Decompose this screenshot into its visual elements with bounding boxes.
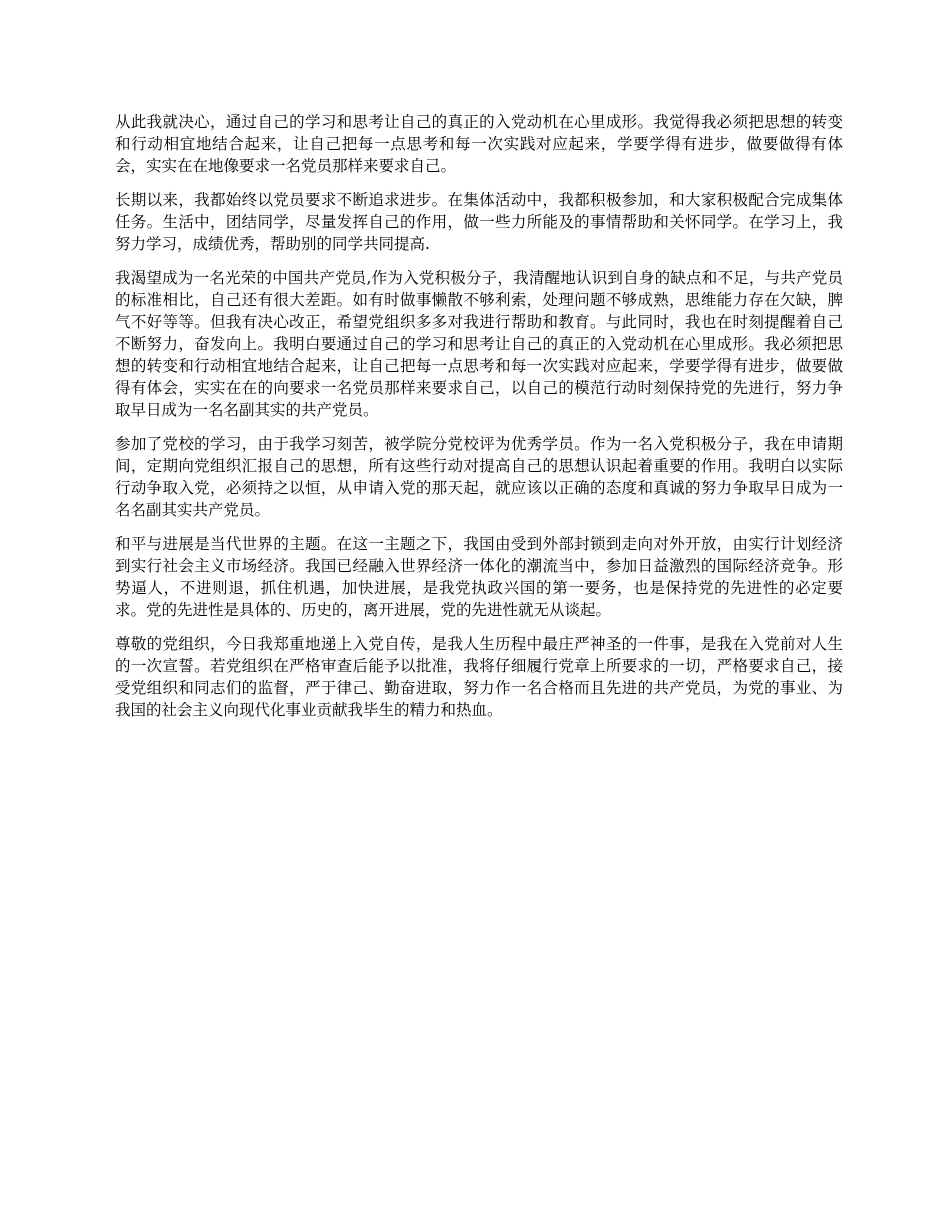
paragraph-4: 参加了党校的学习，由于我学习刻苦，被学院分党校评为优秀学员。作为一名入党积极分子，我在申请期间，定期向党组织汇报自己的思想，所有这些行动对提高自己的思想认识起着重要的作用。我明白以实际行动争取入党，必须持之以恒，从申请入党的那天起，就应该以正确的态度和真诚的努力争取早日成为一名名副其实共产党员。 xyxy=(115,435,843,519)
paragraph-2: 长期以来，我都始终以党员要求不断追求进步。在集体活动中，我都积极参加，和大家积极配合完成集体任务。生活中，团结同学，尽量发挥自己的作用，做一些力所能及的事情帮助和关怀同学。在学习上，我努力学习，成绩优秀，帮助别的同学共同提高. xyxy=(115,191,843,253)
document-body xyxy=(115,111,843,733)
paragraph-5: 和平与进展是当代世界的主题。在这一主题之下，我国由受到外部封锁到走向对外开放，由实行计划经济到实行社会主义市场经济。我国已经融入世界经济一体化的潮流当中，参加日益激烈的国际经济竞争。形势逼人，不进则退，抓住机遇，加快进展，是我党执政兴国的第一要务，也是保持党的先进性的必定要求。党的先进性是具体的、历史的，离开进展，党的先进性就无从谈起。 xyxy=(115,535,843,619)
paragraph-1: 从此我就决心，通过自己的学习和思考让自己的真正的入党动机在心里成形。我觉得我必须把思想的转变和行动相宜地结合起来，让自己把每一点思考和每一次实践对应起来，学要学得有进步，做要做得有体会，实实在在地像要求一名党员那样来要求自己。 xyxy=(115,113,843,175)
paragraph-3: 我渴望成为一名光荣的中国共产党员,作为入党积极分子，我清醒地认识到自身的缺点和不足，与共产党员的标准相比，自己还有很大差距。如有时做事懒散不够利索，处理问题不够成熟，思维能力存在欠缺，脾气不好等等。但我有决心改正，希望党组织多多对我进行帮助和教育。与此同时，我也在时刻提醒着自己不断努力，奋发向上。我明白要通过自己的学习和思考让自己的真正的入党动机在心里成形。我必须把思想的转变和行动相宜地结合起来，让自己把每一点思考和每一次实践对应起来，学要学得有进步，做要做得有体会，实实在在的向要求一名党员那样来要求自己，以自己的模范行动时刻保持党的先进行，努力争取早日成为一名名副其实的共产党员。 xyxy=(115,269,843,419)
paragraph-6: 尊敬的党组织，今日我郑重地递上入党自传，是我人生历程中最庄严神圣的一件事，是我在入党前对人生的一次宣誓。若党组织在严格审查后能予以批准，我将仔细履行党章上所要求的一切，严格要求自己，接受党组织和同志们的监督，严于律己、勤奋进取，努力作一名合格而且先进的共产党员，为党的事业、为我国的社会主义向现代化事业贡献我毕生的精力和热血。 xyxy=(115,635,843,719)
